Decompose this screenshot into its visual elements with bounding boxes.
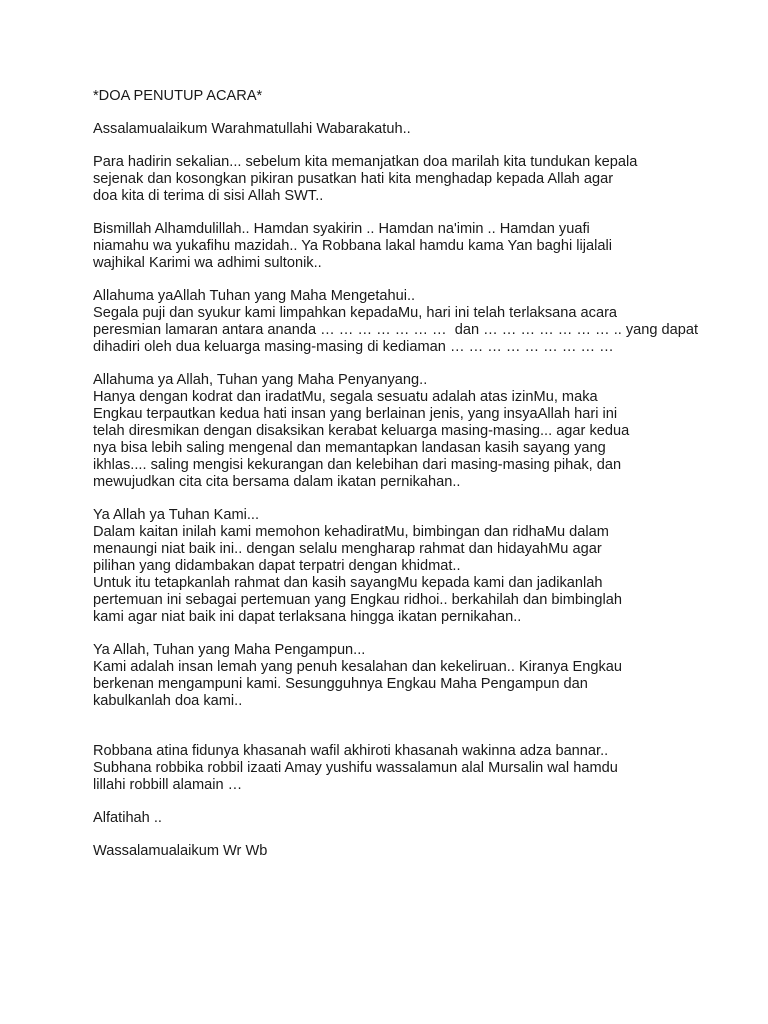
text-line: Allahuma yaAllah Tuhan yang Maha Mengetahui.. — [93, 288, 416, 304]
text-line: peresmian lamaran antara ananda … … … … … … … dan … … … … … … … .. yang dapat — [93, 322, 699, 338]
spacer — [93, 272, 733, 288]
closing-line: Wassalamualaikum Wr Wb — [93, 843, 268, 859]
text-line: Ya Allah, Tuhan yang Maha Pengampun... — [93, 642, 366, 658]
text-line: Ya Allah ya Tuhan Kami... — [93, 507, 260, 523]
text-line: pilihan yang didambakan dapat terpatri dengan khidmat.. — [93, 558, 461, 574]
text-line: Subhana robbika robbil izaati Amay yushifu wassalamun alal Mursalin wal hamdu — [93, 760, 618, 776]
text-line: niamahu wa yukafihu mazidah.. Ya Robbana lakal hamdu kama Yan baghi lijalali — [93, 238, 612, 254]
text-line: berkenan mengampuni kami. Sesungguhnya Engkau Maha Pengampun dan — [93, 676, 588, 692]
text-line: dihadiri oleh dua keluarga masing-masing di kediaman … … … … … … … … … — [93, 339, 614, 355]
text-line: pertemuan ini sebagai pertemuan yang Engkau ridhoi.. berkahilah dan bimbinglah — [93, 592, 622, 608]
paragraph-robbana — [93, 743, 733, 794]
text-line: Dalam kaitan inilah kami memohon kehadiratMu, bimbingan dan ridhaMu dalam — [93, 524, 609, 540]
spacer — [93, 827, 733, 843]
spacer — [93, 491, 733, 507]
text-line: menaungi niat baik ini.. dengan selalu mengharap rahmat dan hidayahMu agar — [93, 541, 602, 557]
spacer — [93, 710, 733, 743]
spacer — [93, 794, 733, 810]
spacer — [93, 356, 733, 372]
text-line: Hanya dengan kodrat dan iradatMu, segala sesuatu adalah atas izinMu, maka — [93, 389, 598, 405]
text-line: Robbana atina fidunya khasanah wafil akhiroti khasanah wakinna adza bannar.. — [93, 743, 609, 759]
text-line: lillahi robbill alamain … — [93, 777, 243, 793]
text-line: sejenak dan kosongkan pikiran pusatkan hati kita menghadap kepada Allah agar — [93, 171, 614, 187]
paragraph-opening — [93, 154, 733, 205]
document-body — [93, 88, 733, 860]
text-line: doa kita di terima di sisi Allah SWT.. — [93, 188, 324, 204]
paragraph-bismillah — [93, 221, 733, 272]
text-line: Untuk itu tetapkanlah rahmat dan kasih sayangMu kepada kami dan jadikanlah — [93, 575, 603, 591]
spacer — [93, 205, 733, 221]
paragraph-maha-mengetahui — [93, 288, 733, 356]
text-line: wajhikal Karimi wa adhimi sultonik.. — [93, 255, 322, 271]
paragraph-tuhan-kami — [93, 507, 733, 626]
text-line: kabulkanlah doa kami.. — [93, 693, 243, 709]
spacer — [93, 138, 733, 154]
text-line: Allahuma ya Allah, Tuhan yang Maha Penyanyang.. — [93, 372, 428, 388]
text-line: mewujudkan cita cita bersama dalam ikatan pernikahan.. — [93, 474, 461, 490]
text-line: nya bisa lebih saling mengenal dan memantapkan landasan kasih sayang yang — [93, 440, 606, 456]
paragraph-maha-pengampun — [93, 642, 733, 710]
text-line: kami agar niat baik ini dapat terlaksana hingga ikatan pernikahan.. — [93, 609, 522, 625]
spacer — [93, 626, 733, 642]
text-line: ikhlas.... saling mengisi kekurangan dan kelebihan dari masing-masing pihak, dan — [93, 457, 622, 473]
document-title: *DOA PENUTUP ACARA* — [93, 88, 263, 104]
text-line: Para hadirin sekalian... sebelum kita memanjatkan doa marilah kita tundukan kepala — [93, 154, 638, 170]
text-line: Bismillah Alhamdulillah.. Hamdan syakirin .. Hamdan na'imin .. Hamdan yuafi — [93, 221, 590, 237]
text-line: Engkau terpautkan kedua hati insan yang berlainan jenis, yang insyaAllah hari ini — [93, 406, 618, 422]
alfatihah-line: Alfatihah .. — [93, 810, 162, 826]
text-line: telah diresmikan dengan disaksikan kerabat keluarga masing-masing... agar kedua — [93, 423, 630, 439]
paragraph-maha-penyayang — [93, 372, 733, 491]
greeting-line: Assalamualaikum Warahmatullahi Wabarakatuh.. — [93, 121, 411, 137]
spacer — [93, 105, 733, 121]
text-line: Segala puji dan syukur kami limpahkan kepadaMu, hari ini telah terlaksana acara — [93, 305, 618, 321]
text-line: Kami adalah insan lemah yang penuh kesalahan dan kekeliruan.. Kiranya Engkau — [93, 659, 622, 675]
